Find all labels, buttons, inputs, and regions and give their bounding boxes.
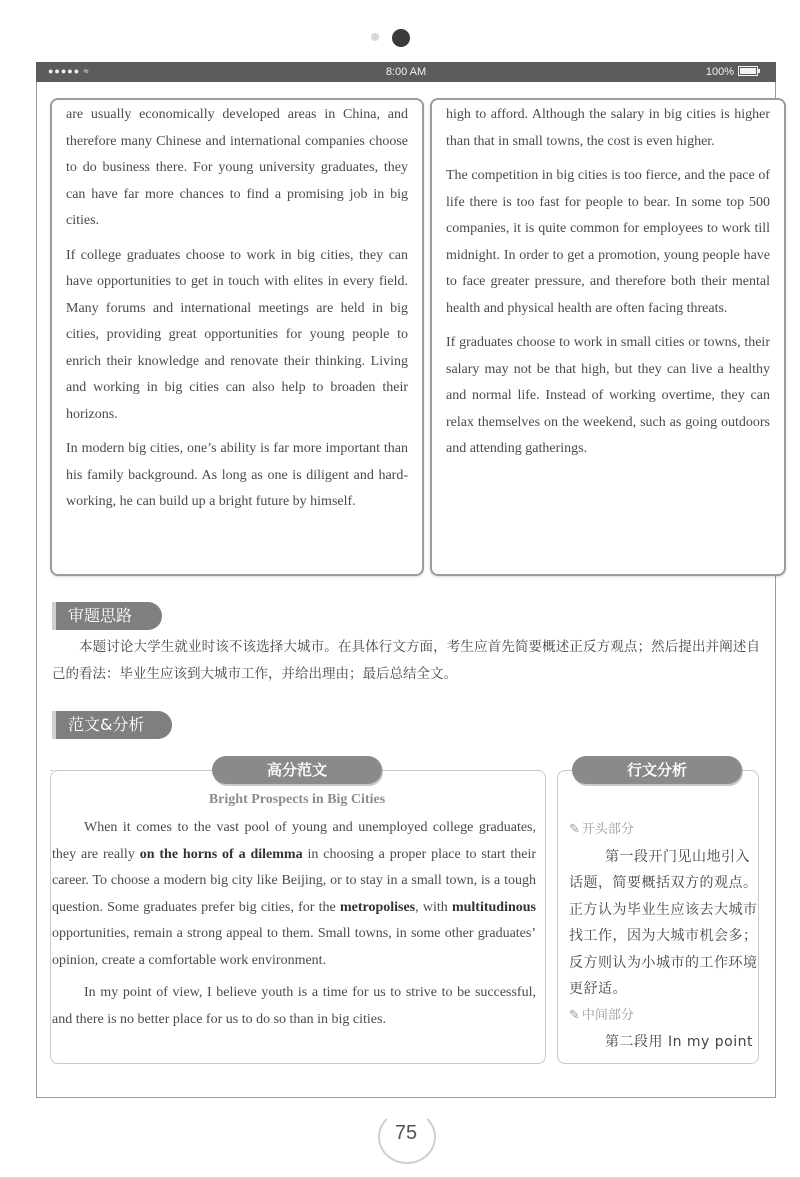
con-paragraph-3: If graduates choose to work in small cities or towns, their salary may not be that high, but they can live a healthy and normal life. Instead of working overtime, they can relax themselves on the weekend, such as going outdoors and attending gatherings.: [446, 335, 770, 456]
con-paragraph-2: The competition in big cities is too fierce, and the pace of life there is too fast for people to bear. In some top 500 companies, it is quite common for employees to work till midnight. In order to get a promotion, young people have to face greater pressure, and therefore both their mental health and physical health are often facing threats.: [446, 168, 770, 316]
opening-part-text: 第一段开门见山地引入话题，简要概括双方的观点。正方认为毕业生应该去大城市找工作，因为大城市机会多；反方则认为小城市的工作环境更舒适。: [569, 848, 758, 997]
essay-body: [52, 815, 536, 1039]
page-number: 75: [394, 1122, 418, 1144]
pen-icon: ✎: [569, 1007, 580, 1023]
page-number-badge: [376, 1110, 436, 1162]
front-sensor-dot: [371, 33, 379, 41]
pro-argument-box: [50, 98, 424, 576]
front-camera: [392, 29, 410, 47]
signal-icon: ●●●●● ≈: [48, 66, 90, 76]
writing-analysis-label: 行文分析: [572, 756, 742, 784]
key-phrase: on the horns of a dilemma: [139, 846, 303, 862]
pen-icon: ✎: [569, 822, 580, 837]
section-tag-analysis-approach: 审题思路: [56, 602, 162, 630]
essay-title: Bright Prospects in Big Cities: [208, 792, 386, 807]
battery-icon: [738, 66, 758, 76]
con-argument-box: [430, 98, 786, 576]
essay-paragraph-2: In my point of view, I believe youth is a time for us to strive to be successful, and there is no better place for us to do so than in big cities.: [52, 985, 536, 1027]
status-bar: [36, 62, 776, 82]
key-phrase: metropolises: [339, 899, 416, 915]
battery-status: [706, 66, 758, 78]
analysis-notes: [569, 817, 758, 1056]
con-paragraph-1: high to afford. Although the salary in big cities is higher than that in small towns, the cost is even higher.: [446, 107, 770, 149]
essay-paragraph-1: When it comes to the vast pool of young and unemployed college graduates, they are really on the horns of a dilemma in choosing a proper place to start their career. To choose a modern big city like Beijing, or to stay in a small town, is a tough question. Some graduates prefer big cities, for the metropolises, with multitudinous opportunities, remain a strong appeal to them. Small towns, in some other graduates’ opinion, create a comfortable work environment.: [52, 820, 537, 968]
model-essay-label: 高分范文: [212, 756, 382, 784]
middle-part-label: ✎ 中间部分: [569, 1007, 634, 1023]
battery-percent: 100%: [705, 66, 734, 78]
opening-part-label: ✎ 开头部分: [569, 822, 634, 837]
status-time: 8:00 AM: [385, 66, 427, 78]
pro-paragraph-1: are usually economically developed areas in China, and therefore many Chinese and international companies choose to do business there. For young university graduates, they can have far more chances to find a promising job in big cities.: [66, 107, 408, 228]
pro-paragraph-2: If college graduates choose to work in big cities, they can have opportunities to get in touch with elites in every field. Many forums and international meetings are held in big cities, providing great opportunities for young people to enrich their knowledge and renovate their thinking. Living and working in big cities can also help to broaden their horizons.: [66, 247, 408, 422]
key-phrase: multitudinous: [451, 899, 537, 915]
analysis-approach-text: 本题讨论大学生就业时该不该选择大城市。在具体行文方面，考生应首先简要概述正反方观点；然后提出并阐述自己的看法：毕业生应该到大城市工作，并给出理由；最后总结全文。: [52, 639, 760, 682]
middle-part-text: 第二段用 In my point: [605, 1034, 753, 1050]
section-tag-model-essay: 范文&分析: [56, 711, 172, 739]
pro-paragraph-3: In modern big cities, one’s ability is far more important than his family background. As long as one is diligent and hard-working, he can build up a bright future by himself.: [66, 441, 408, 509]
